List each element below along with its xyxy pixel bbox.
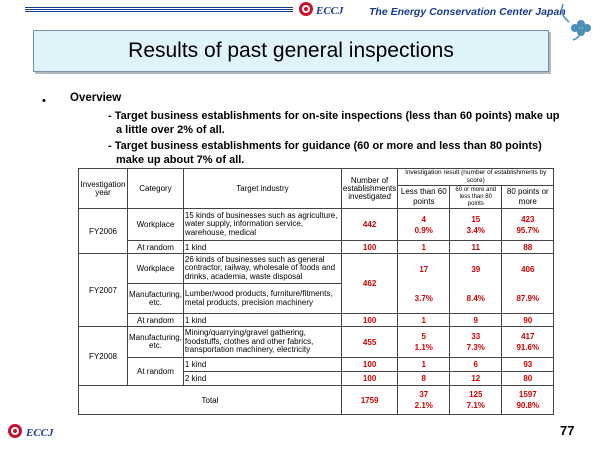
eccj-logo-icon bbox=[299, 2, 313, 16]
header-lt60: Less than 60 points bbox=[398, 186, 450, 209]
fy2006-ge80-pct: 95.7% bbox=[516, 225, 540, 235]
fy2008-random-industry-2: 2 kind bbox=[183, 372, 341, 386]
fy2006-lt60-pct: 0.9% bbox=[414, 225, 433, 235]
header-count: Number of establishments investigated bbox=[341, 169, 397, 209]
total-lt60-pct: 2.1% bbox=[414, 401, 433, 410]
fy2007-random-mid: 9 bbox=[450, 314, 502, 327]
header-ge80: 80 points or more bbox=[502, 186, 554, 209]
total-lt60 bbox=[398, 386, 450, 415]
fy2008-lt60-value: 5 bbox=[421, 332, 426, 341]
fy2007-lt60-value: 17 bbox=[419, 264, 429, 274]
fy2007-lt60 bbox=[398, 254, 450, 314]
clover-icon bbox=[557, 2, 593, 42]
fy2008-lt60-pct: 1.1% bbox=[414, 343, 433, 352]
fy2006-workplace-ge80 bbox=[502, 209, 554, 241]
fy2008-ge80-pct: 91.6% bbox=[516, 343, 540, 352]
fy2007-count: 462 bbox=[341, 254, 397, 314]
header-logo-text: ECCJ bbox=[316, 5, 344, 17]
fy2008-random-industry-1: 1 kind bbox=[183, 358, 341, 372]
fy2006-random-lt60: 1 bbox=[398, 241, 450, 254]
fy2008-random-count-2: 100 bbox=[341, 372, 397, 386]
total-label: Total bbox=[79, 386, 342, 415]
fy2006-workplace-lt60 bbox=[398, 209, 450, 241]
total-mid-pct: 7.1% bbox=[466, 401, 485, 410]
fy2008-random-mid-2: 12 bbox=[450, 372, 502, 386]
fy2006-workplace-mid bbox=[450, 209, 502, 241]
organization-name: The Energy Conservation Center Japan bbox=[369, 6, 566, 18]
fy2007-random-count: 100 bbox=[341, 314, 397, 327]
total-lt60-value: 37 bbox=[419, 390, 429, 399]
fy2007-random-lt60: 1 bbox=[398, 314, 450, 327]
header-industry: Target industry bbox=[183, 169, 341, 209]
total-ge80 bbox=[502, 386, 554, 415]
fy2006-random-count: 100 bbox=[341, 241, 397, 254]
fy2008-manufacturing-category: Manufacturing, etc. bbox=[128, 327, 184, 358]
fy2008-manufacturing-count: 455 bbox=[341, 327, 397, 358]
fy2006-lt60-value: 4 bbox=[421, 214, 426, 224]
fy2006-workplace-industry: 15 kinds of businesses such as agriculture, water supply, information service, warehouse, medical bbox=[183, 209, 341, 241]
fy2006-random-category: At random bbox=[128, 241, 184, 254]
fy2006-random-ge80: 88 bbox=[502, 241, 554, 254]
fy2007-random-industry: 1 kind bbox=[183, 314, 341, 327]
header-category: Category bbox=[128, 169, 184, 209]
header-year: Investigation year bbox=[79, 169, 128, 209]
fy2007-random-category: At random bbox=[128, 314, 184, 327]
fy2008-random-lt60-1: 1 bbox=[398, 358, 450, 372]
fy2006-year: FY2006 bbox=[79, 209, 128, 254]
bullet-icon: • bbox=[42, 95, 46, 107]
total-mid-value: 125 bbox=[469, 390, 483, 399]
fy2008-mid bbox=[450, 327, 502, 358]
overview-line-2: a little over 2% of all. bbox=[116, 124, 225, 136]
fy2006-mid-pct: 3.4% bbox=[466, 225, 485, 235]
overview-line-1: - Target business establishments for on-site inspections (less than 60 points) make up bbox=[108, 110, 560, 122]
fy2006-ge80-value: 423 bbox=[521, 214, 535, 224]
fy2006-random-industry: 1 kind bbox=[183, 241, 341, 254]
fy2007-manufacturing-category: Manufacturing, etc. bbox=[128, 284, 184, 314]
fy2008-ge80 bbox=[502, 327, 554, 358]
page-title: Results of past general inspections bbox=[128, 39, 454, 62]
footer-logo-text: ECCJ bbox=[26, 427, 54, 439]
fy2007-manufacturing-industry: Lumber/wood products, furniture/fitments, metal products, precision machinery bbox=[183, 284, 341, 314]
fy2008-random-mid-1: 6 bbox=[450, 358, 502, 372]
fy2008-random-ge80-1: 93 bbox=[502, 358, 554, 372]
fy2006-workplace-count: 442 bbox=[341, 209, 397, 241]
fy2008-mid-pct: 7.3% bbox=[466, 343, 485, 352]
fy2007-ge80-value: 406 bbox=[521, 264, 535, 274]
overview-line-3: - Target business establishments for guidance (60 or more and less than 80 points) bbox=[108, 140, 542, 152]
fy2006-workplace-category: Workplace bbox=[128, 209, 184, 241]
overview-heading: Overview bbox=[70, 92, 122, 104]
fy2008-random-ge80-2: 80 bbox=[502, 372, 554, 386]
total-count: 1759 bbox=[341, 386, 397, 415]
fy2007-workplace-industry: 26 kinds of businesses such as general contractor, railway, wholesale of foods and drinks, academia, waste disposal bbox=[183, 254, 341, 284]
fy2007-mid-value: 39 bbox=[471, 264, 481, 274]
header-rule bbox=[25, 7, 293, 13]
fy2008-random-count-1: 100 bbox=[341, 358, 397, 372]
fy2006-random-mid: 11 bbox=[450, 241, 502, 254]
fy2008-random-category: At random bbox=[128, 358, 184, 386]
header-result: Investigation result (number of establishments by score) bbox=[398, 169, 554, 186]
total-ge80-value: 1597 bbox=[518, 390, 537, 399]
fy2007-mid bbox=[450, 254, 502, 314]
fy2008-mid-value: 33 bbox=[471, 332, 481, 341]
fy2007-year: FY2007 bbox=[79, 254, 128, 327]
inspection-results-table bbox=[78, 168, 554, 415]
fy2008-ge80-value: 417 bbox=[521, 332, 535, 341]
total-ge80-pct: 90.8% bbox=[516, 401, 540, 410]
fy2006-mid-value: 15 bbox=[471, 214, 481, 224]
fy2007-workplace-category: Workplace bbox=[128, 254, 184, 284]
fy2008-manufacturing-industry: Mining/quarrying/gravel gathering, foodstuffs, clothes and other fabrics, transportation machinery, electricity bbox=[183, 327, 341, 358]
fy2008-lt60 bbox=[398, 327, 450, 358]
fy2008-random-lt60-2: 8 bbox=[398, 372, 450, 386]
total-mid bbox=[450, 386, 502, 415]
fy2007-mid-pct: 8.4% bbox=[466, 293, 485, 303]
overview-line-4: make up about 7% of all. bbox=[116, 154, 245, 166]
fy2007-random-ge80: 90 bbox=[502, 314, 554, 327]
fy2007-ge80-pct: 87.9% bbox=[516, 293, 540, 303]
fy2008-year: FY2008 bbox=[79, 327, 128, 386]
footer-eccj-logo-icon bbox=[8, 424, 22, 438]
fy2007-lt60-pct: 3.7% bbox=[414, 293, 433, 303]
fy2007-ge80 bbox=[502, 254, 554, 314]
header-mid: 60 or more and less than 80 points bbox=[450, 186, 502, 209]
page-number: 77 bbox=[560, 423, 575, 438]
page-title-box bbox=[33, 30, 549, 72]
